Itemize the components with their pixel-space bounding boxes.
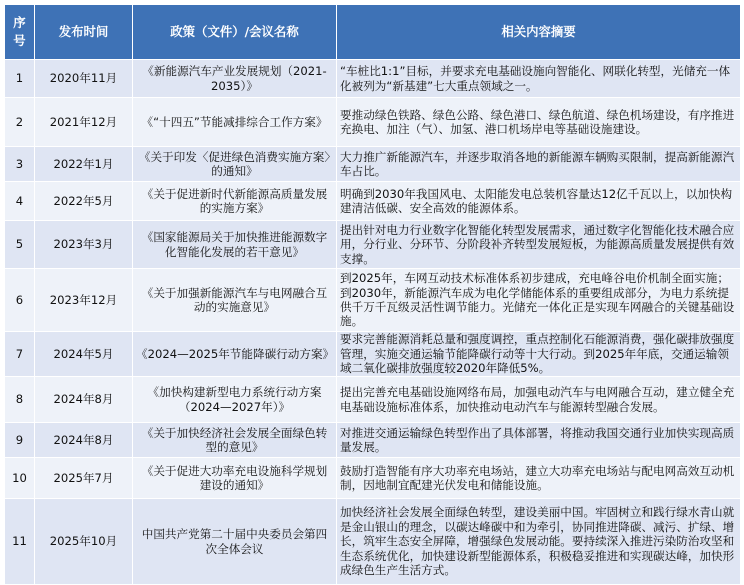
- row-index: 2: [5, 98, 35, 147]
- table-row: [5, 377, 741, 423]
- header-policy: 政策（文件）/会议名称: [133, 5, 337, 60]
- header-index: [5, 5, 35, 60]
- row-summary: 加快经济社会发展全面绿色转型，建设美丽中国。牢固树立和践行绿水青山就是金山银山的理念，以碳达峰碳中和为牵引，协同推进降碳、减污、扩绿、增长，筑牢生态安全屏障，增强绿色发展动能。要持续深入推进污染防治攻坚和生态系统优化，加快建设新型能源体系，积极稳妥推进和实现碳达峰，加快形成绿色生产生活方式。: [337, 499, 741, 585]
- row-index: 10: [5, 458, 35, 499]
- row-date: 2024年5月: [35, 332, 133, 377]
- row-summary: 要推动绿色铁路、绿色公路、绿色港口、绿色航道、绿色机场建设，有序推进充换电、加注（气）、加氢、港口机场岸电等基础设施建设。: [337, 98, 741, 147]
- row-policy: 《加快构建新型电力系统行动方案（2024—2027年）》: [133, 377, 337, 423]
- row-date: 2025年7月: [35, 458, 133, 499]
- row-policy: 《新能源汽车产业发展规划（2021-2035）》: [133, 60, 337, 98]
- table-row: [5, 269, 741, 332]
- row-policy: 《关于促进大功率充电设施科学规划建设的通知》: [133, 458, 337, 499]
- table-row: [5, 458, 741, 499]
- row-policy: 《关于促进新时代新能源高质量发展的实施方案》: [133, 182, 337, 221]
- row-date: 2023年3月: [35, 221, 133, 269]
- table-row: [5, 182, 741, 221]
- row-date: 2023年12月: [35, 269, 133, 332]
- row-summary: 大力推广新能源汽车，并逐步取消各地的新能源车辆购买限制，提高新能源汽车占比。: [337, 147, 741, 182]
- row-summary: “车桩比1:1”目标，并要求充电基础设施向智能化、网联化转型，光储充一体化被列为“新基建”七大重点领域之一。: [337, 60, 741, 98]
- table-header-row: [5, 5, 741, 60]
- row-date: 2024年8月: [35, 423, 133, 458]
- row-summary: 鼓励打造智能有序大功率充电场站，建立大功率充电场站与配电网高效互动机制，因地制宜配建光伏发电和储能设施。: [337, 458, 741, 499]
- row-date: 2022年1月: [35, 147, 133, 182]
- row-policy: 《国家能源局关于加快推进能源数字化智能化发展的若干意见》: [133, 221, 337, 269]
- row-policy: 《2024—2025年节能降碳行动方案》: [133, 332, 337, 377]
- table-row: [5, 423, 741, 458]
- header-date: 发布时间: [35, 5, 133, 60]
- row-policy: 《关于印发〈促进绿色消费实施方案〉的通知》: [133, 147, 337, 182]
- row-policy: 中国共产党第二十届中央委员会第四次全体会议: [133, 499, 337, 585]
- table-row: [5, 147, 741, 182]
- row-index: 6: [5, 269, 35, 332]
- row-policy: 《“十四五”节能减排综合工作方案》: [133, 98, 337, 147]
- row-summary: 提出完善充电基础设施网络布局，加强电动汽车与电网融合互动，建立健全充电基础设施标准体系，加快推动电动汽车与能源转型融合发展。: [337, 377, 741, 423]
- row-index: 1: [5, 60, 35, 98]
- table-row: [5, 98, 741, 147]
- row-index: 5: [5, 221, 35, 269]
- header-index-line-2: 号: [13, 33, 26, 48]
- row-index: 7: [5, 332, 35, 377]
- row-index: 8: [5, 377, 35, 423]
- header-summary: 相关内容摘要: [337, 5, 741, 60]
- row-summary: 明确到2030年我国风电、太阳能发电总装机容量达12亿千瓦以上，以加快构建清洁低碳、安全高效的能源体系。: [337, 182, 741, 221]
- row-date: 2024年8月: [35, 377, 133, 423]
- header-index-line-1: 序: [13, 15, 26, 30]
- row-date: 2020年11月: [35, 60, 133, 98]
- row-date: 2022年5月: [35, 182, 133, 221]
- row-date: 2021年12月: [35, 98, 133, 147]
- row-index: 3: [5, 147, 35, 182]
- row-summary: 提出针对电力行业数字化智能化转型发展需求，通过数字化智能化技术融合应用，分行业、分环节、分阶段补齐转型发展短板，为能源高质量发展提供有效支撑。: [337, 221, 741, 269]
- row-index: 4: [5, 182, 35, 221]
- row-policy: 《关于加快经济社会发展全面绿色转型的意见》: [133, 423, 337, 458]
- table-row: [5, 60, 741, 98]
- row-summary: 要求完善能源消耗总量和强度调控，重点控制化石能源消费，强化碳排放强度管理，实施交通运输节能降碳行动等十大行动。到2025年年底，交通运输领域二氧化碳排放强度较2020年降低5%。: [337, 332, 741, 377]
- table-row: [5, 221, 741, 269]
- row-index: 11: [5, 499, 35, 585]
- policy-table: [4, 4, 741, 585]
- row-summary: 到2025年，车网互动技术标准体系初步建成，充电峰谷电价机制全面实施；到2030年，新能源汽车成为电化学储能体系的重要组成部分，为电力系统提供千万千瓦级灵活性调节能力。光储充一体化正是实现车网融合的关键基础设施。: [337, 269, 741, 332]
- row-summary: 对推进交通运输绿色转型作出了具体部署，将推动我国交通行业加快实现高质量发展。: [337, 423, 741, 458]
- row-policy: 《关于加强新能源汽车与电网融合互动的实施意见》: [133, 269, 337, 332]
- table-row: [5, 499, 741, 585]
- row-index: 9: [5, 423, 35, 458]
- row-date: 2025年10月: [35, 499, 133, 585]
- table-row: [5, 332, 741, 377]
